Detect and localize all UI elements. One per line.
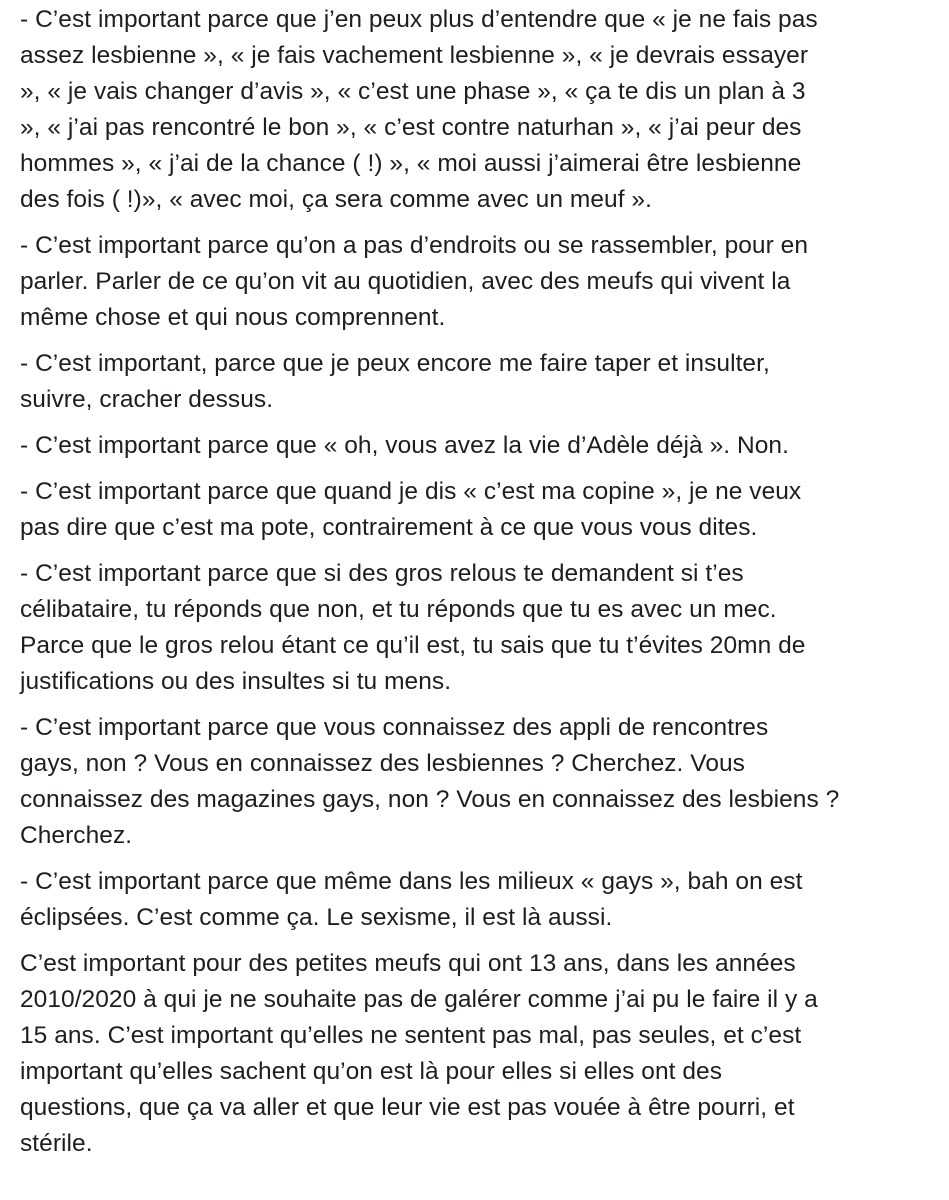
paragraph: [20, 428, 944, 464]
post-text: [20, 2, 944, 1172]
text-line: connaissez des magazines gays, non ? Vous en connaissez des lesbiens ?: [20, 786, 840, 813]
text-line: important qu’elles sachent qu’on est là pour elles si elles ont des: [20, 1058, 723, 1085]
text-line: pas dire que c’est ma pote, contrairement à ce que vous vous dites.: [20, 514, 758, 541]
text-line: Cherchez.: [20, 822, 133, 849]
text-line: suivre, cracher dessus.: [20, 386, 274, 413]
text-line: 15 ans. C’est important qu’elles ne sentent pas mal, pas seules, et c’est: [20, 1022, 802, 1049]
text-line: », « j’ai pas rencontré le bon », « c’est contre naturhan », « j’ai peur des: [20, 114, 802, 141]
paragraph: [20, 2, 944, 218]
text-line: assez lesbienne », « je fais vachement lesbienne », « je devrais essayer: [20, 42, 809, 69]
text-line: parler. Parler de ce qu’on vit au quotidien, avec des meufs qui vivent la: [20, 268, 791, 295]
text-line: célibataire, tu réponds que non, et tu réponds que tu es avec un mec.: [20, 596, 777, 623]
text-line: - C’est important parce que quand je dis « c’est ma copine », je ne veux: [20, 478, 802, 505]
text-line: Parce que le gros relou étant ce qu’il est, tu sais que tu t’évites 20mn de: [20, 632, 806, 659]
text-line: C’est important pour des petites meufs qui ont 13 ans, dans les années: [20, 950, 796, 977]
text-line: des fois ( !)», « avec moi, ça sera comme avec un meuf ».: [20, 186, 652, 213]
paragraph: [20, 946, 944, 1162]
paragraph: [20, 346, 944, 418]
text-line: même chose et qui nous comprennent.: [20, 304, 446, 331]
text-line: hommes », « j’ai de la chance ( !) », « moi aussi j’aimerai être lesbienne: [20, 150, 802, 177]
text-line: - C’est important parce que si des gros relous te demandent si t’es: [20, 560, 744, 587]
paragraph: [20, 556, 944, 700]
text-line: 2010/2020 à qui je ne souhaite pas de galérer comme j’ai pu le faire il y a: [20, 986, 818, 1013]
text-line: - C’est important parce que même dans les milieux « gays », bah on est: [20, 868, 803, 895]
text-line: éclipsées. C’est comme ça. Le sexisme, il est là aussi.: [20, 904, 613, 931]
text-line: - C’est important parce que vous connaissez des appli de rencontres: [20, 714, 769, 741]
text-line: - C’est important parce que « oh, vous avez la vie d’Adèle déjà ». Non.: [20, 432, 789, 459]
text-line: - C’est important parce qu’on a pas d’endroits ou se rassembler, pour en: [20, 232, 809, 259]
text-line: stérile.: [20, 1130, 93, 1157]
paragraph: [20, 474, 944, 546]
paragraph: [20, 710, 944, 854]
paragraph: [20, 228, 944, 336]
text-line: gays, non ? Vous en connaissez des lesbiennes ? Cherchez. Vous: [20, 750, 745, 777]
text-line: - C’est important, parce que je peux encore me faire taper et insulter,: [20, 350, 770, 377]
text-line: - C’est important parce que j’en peux plus d’entendre que « je ne fais pas: [20, 6, 818, 33]
text-line: questions, que ça va aller et que leur vie est pas vouée à être pourri, et: [20, 1094, 795, 1121]
text-line: », « je vais changer d’avis », « c’est une phase », « ça te dis un plan à 3: [20, 78, 806, 105]
text-line: justifications ou des insultes si tu mens.: [20, 668, 452, 695]
paragraph: [20, 864, 944, 936]
